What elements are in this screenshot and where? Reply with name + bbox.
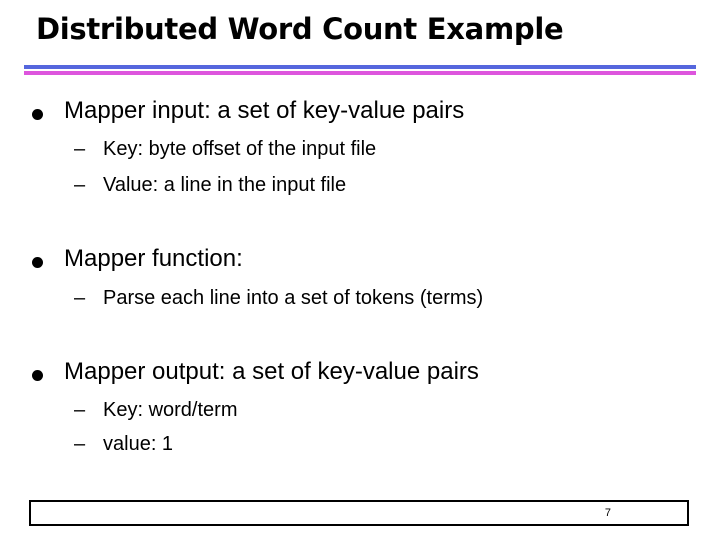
sub-bullet-text: value: 1 <box>103 433 174 455</box>
title-rule-blue <box>24 65 696 69</box>
sub-bullet-text: Key: byte offset of the input file <box>103 138 377 160</box>
footer-box <box>29 500 689 526</box>
dash-icon: – <box>74 433 86 455</box>
sub-bullet-text: Value: a line in the input file <box>103 174 347 196</box>
bullet-dot-icon <box>32 257 43 268</box>
bullet-text: Mapper function: <box>64 245 243 272</box>
dash-icon: – <box>74 399 86 421</box>
page-number: 7 <box>604 507 611 519</box>
dash-icon: – <box>74 138 86 160</box>
bullet-text: Mapper input: a set of key-value pairs <box>64 97 465 124</box>
sub-bullet-text: Key: word/term <box>103 399 238 421</box>
sub-bullet-text: Parse each line into a set of tokens (terms) <box>103 287 484 309</box>
bullet-dot-icon <box>32 109 43 120</box>
bullet-text: Mapper output: a set of key-value pairs <box>64 358 479 385</box>
dash-icon: – <box>74 287 86 309</box>
bullet-dot-icon <box>32 370 43 381</box>
dash-icon: – <box>74 174 86 196</box>
title-rule-pink <box>24 71 696 75</box>
slide-title: Distributed Word Count Example <box>36 12 564 46</box>
